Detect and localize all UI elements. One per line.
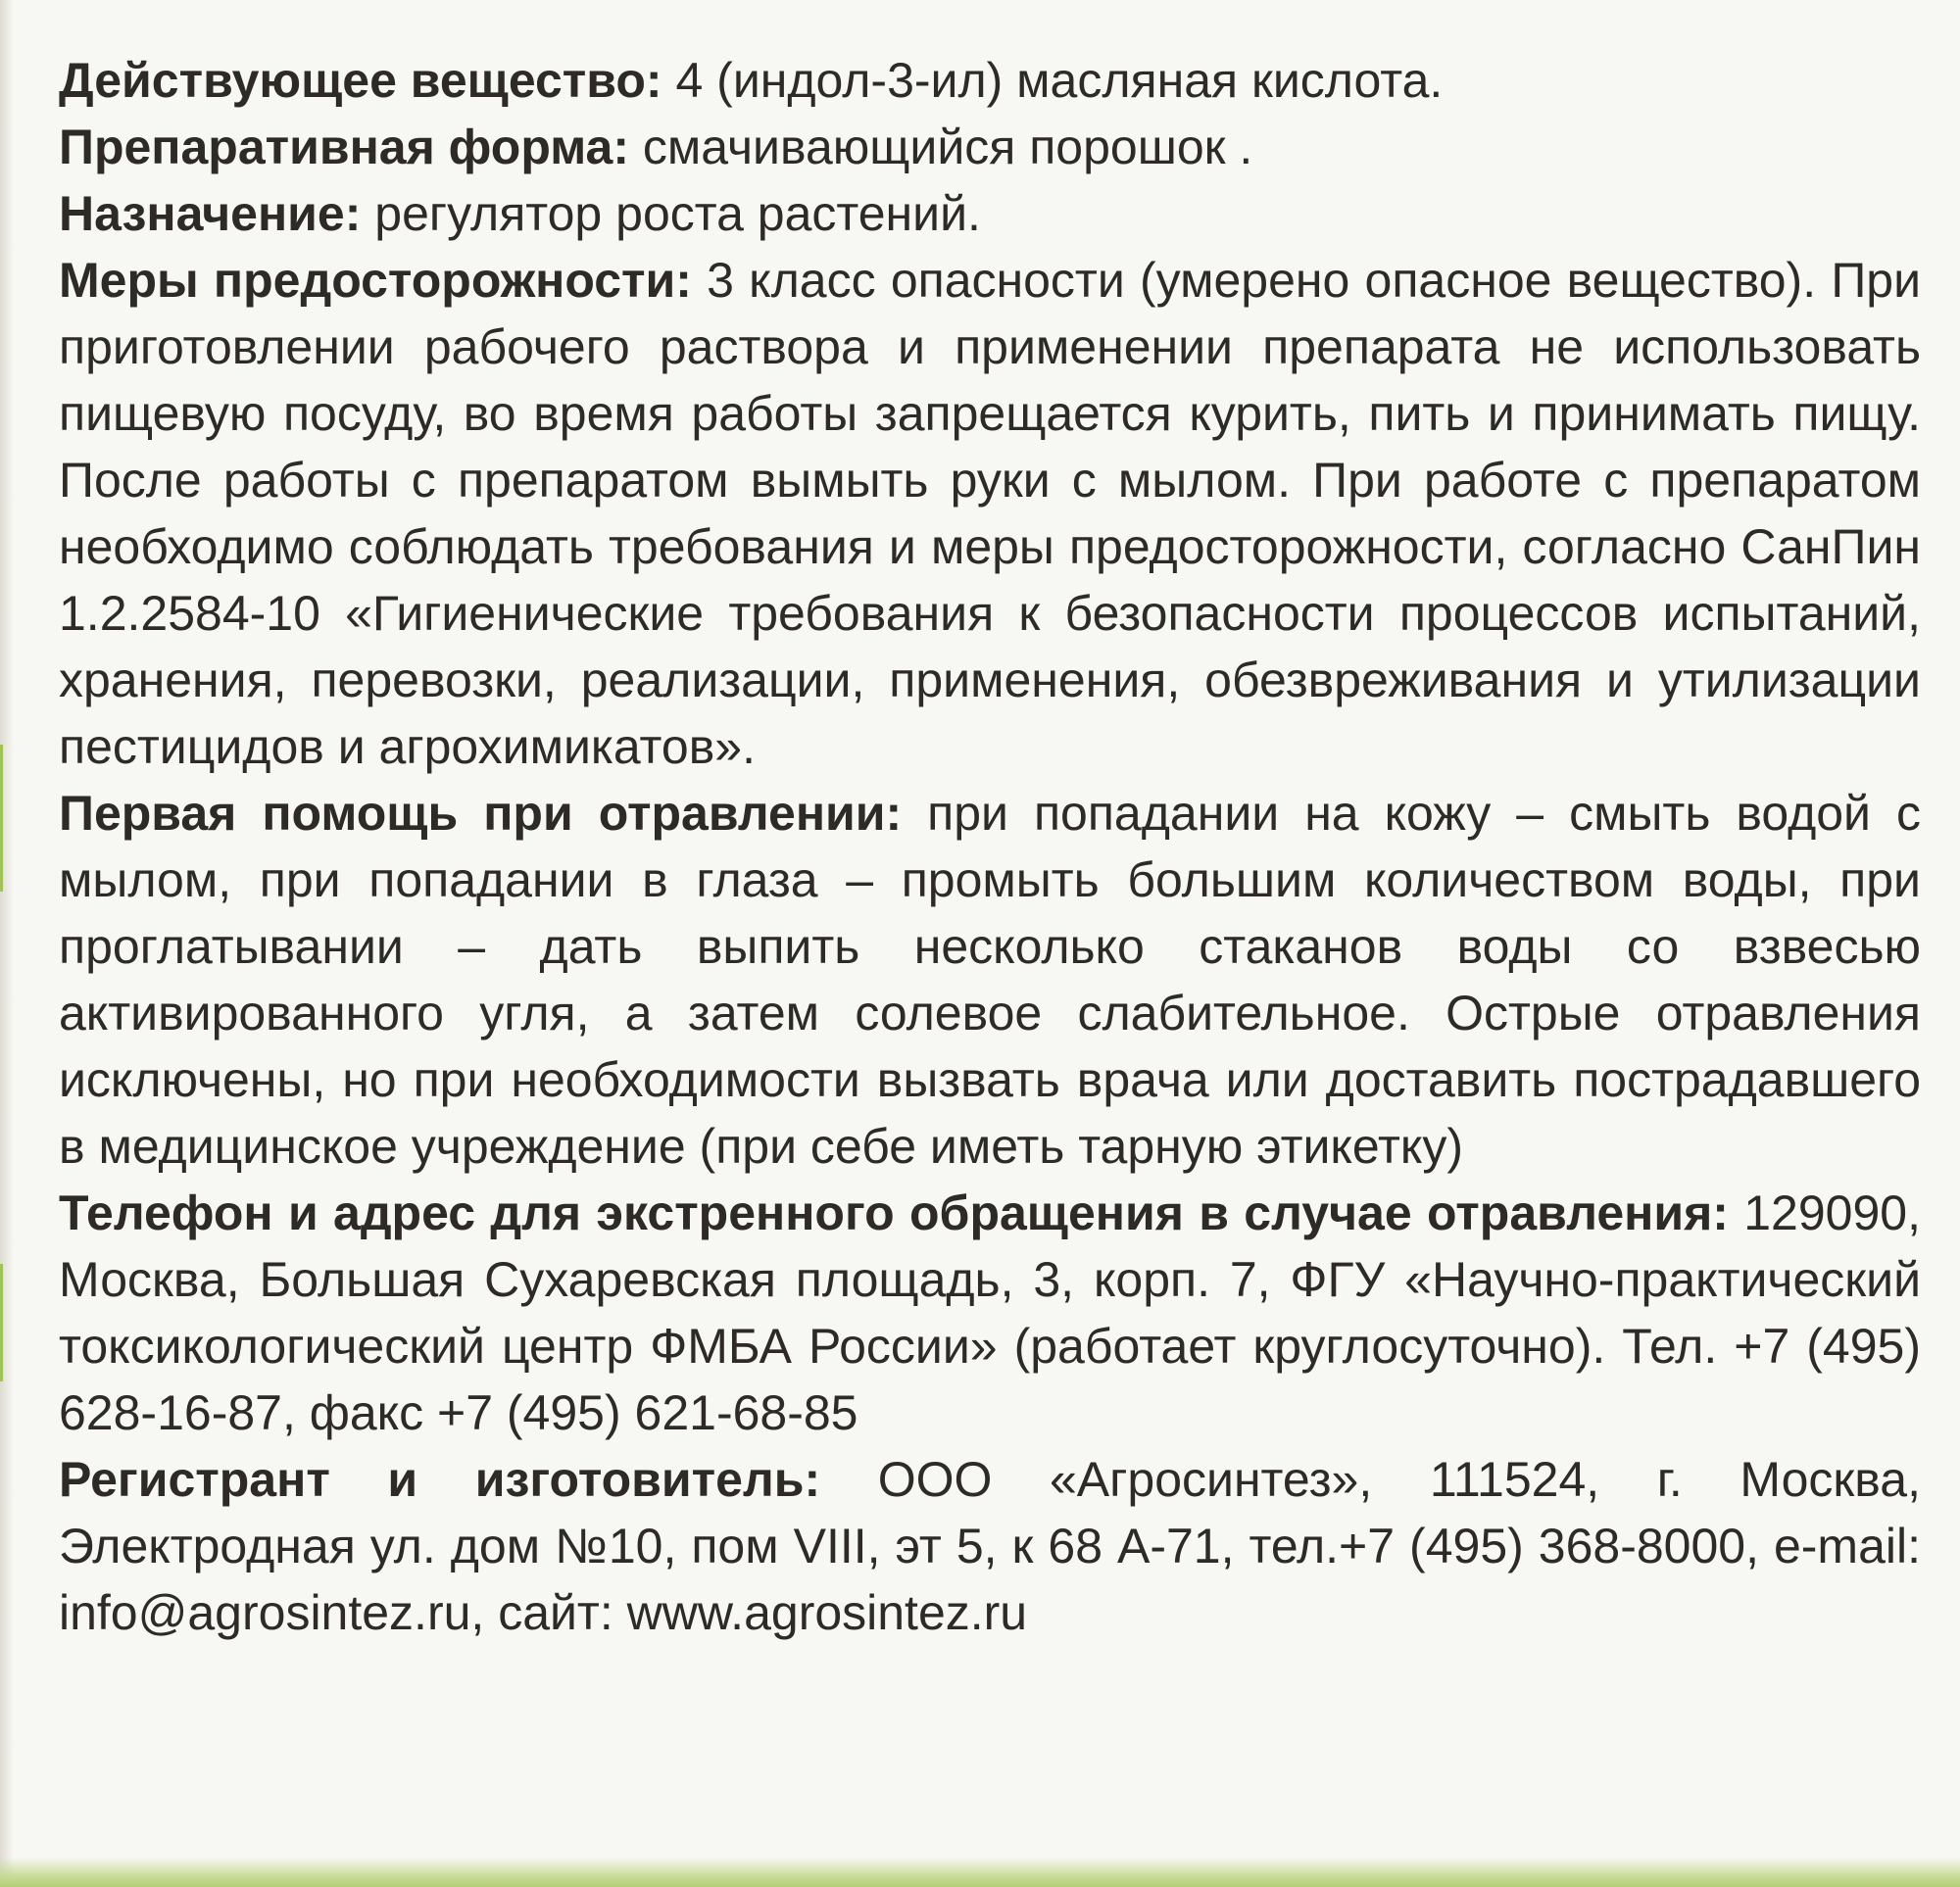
emergency-contact-heading: Телефон и адрес для экстренного обращения в случае отравления: <box>59 1185 1729 1240</box>
first-aid-paragraph <box>59 780 1921 1180</box>
emergency-contact-paragraph <box>59 1180 1921 1446</box>
manufacturer-heading: Регистрант и изготовитель: <box>59 1452 821 1507</box>
precautions-heading: Меры предосторожности: <box>59 253 692 308</box>
precautions-text: 3 класс опасности (умерено опасное вещество). При приготовлении рабочего раствора и применении препарата не использовать пищевую посуду, во время работы запрещается курить, пить и принимать пищу. После работы с препаратом вымыть руки с мылом. При работе с препаратом необходимо соблюдать требования и меры предосторожности, согласно СанПин 1.2.2584-10 «Гигиенические требования к безопасности процессов испытаний, хранения, перевозки, реализации, применения, обезвреживания и утилизации пестицидов и агрохимикатов». <box>59 253 1921 774</box>
active-substance-paragraph <box>59 47 1921 114</box>
formulation-text: смачивающийся порошок . <box>642 120 1253 174</box>
left-green-edge <box>0 1264 3 1381</box>
label-text-block <box>59 47 1921 1646</box>
manufacturer-text: ООО «Агросинтез», 111524, г. Москва, Электродная ул. дом №10, пом VIII, эт 5, к 68 А-71, тел.+7 (495) 368-8000, e-mail: info@agrosintez.ru, сайт: www.agrosintez.ru <box>59 1452 1921 1640</box>
page-edge-shadow <box>0 0 14 1887</box>
formulation-paragraph <box>59 114 1921 180</box>
first-aid-heading: Первая помощь при отравлении: <box>59 786 903 841</box>
first-aid-text: при попадании на кожу – смыть водой с мылом, при попадании в глаза – промыть большим количеством воды, при проглатывании – дать выпить несколько стаканов воды со взвесью активированного угля, а затем солевое слабительное. Острые отравления исключены, но при необходимости вызвать врача или доставить пострадавшего в медицинское учреждение (при себе иметь тарную этикетку) <box>59 786 1921 1174</box>
purpose-paragraph <box>59 180 1921 247</box>
purpose-text: регулятор роста растений. <box>374 186 981 241</box>
active-substance-heading: Действующее вещество: <box>59 53 662 108</box>
bottom-green-band <box>0 1858 1960 1887</box>
formulation-heading: Препаративная форма: <box>59 120 629 174</box>
precautions-paragraph <box>59 247 1921 780</box>
manufacturer-paragraph <box>59 1446 1921 1646</box>
purpose-heading: Назначение: <box>59 186 362 241</box>
active-substance-text: 4 (индол-3-ил) масляная кислота. <box>675 53 1444 108</box>
emergency-contact-text: 129090, Москва, Большая Сухаревская площадь, 3, корп. 7, ФГУ «Научно-практический токсикологический центр ФМБА России» (работает круглосуточно). Тел. +7 (495) 628-16-87, факс +7 (495) 621-68-85 <box>59 1185 1921 1440</box>
left-green-edge <box>0 745 3 892</box>
